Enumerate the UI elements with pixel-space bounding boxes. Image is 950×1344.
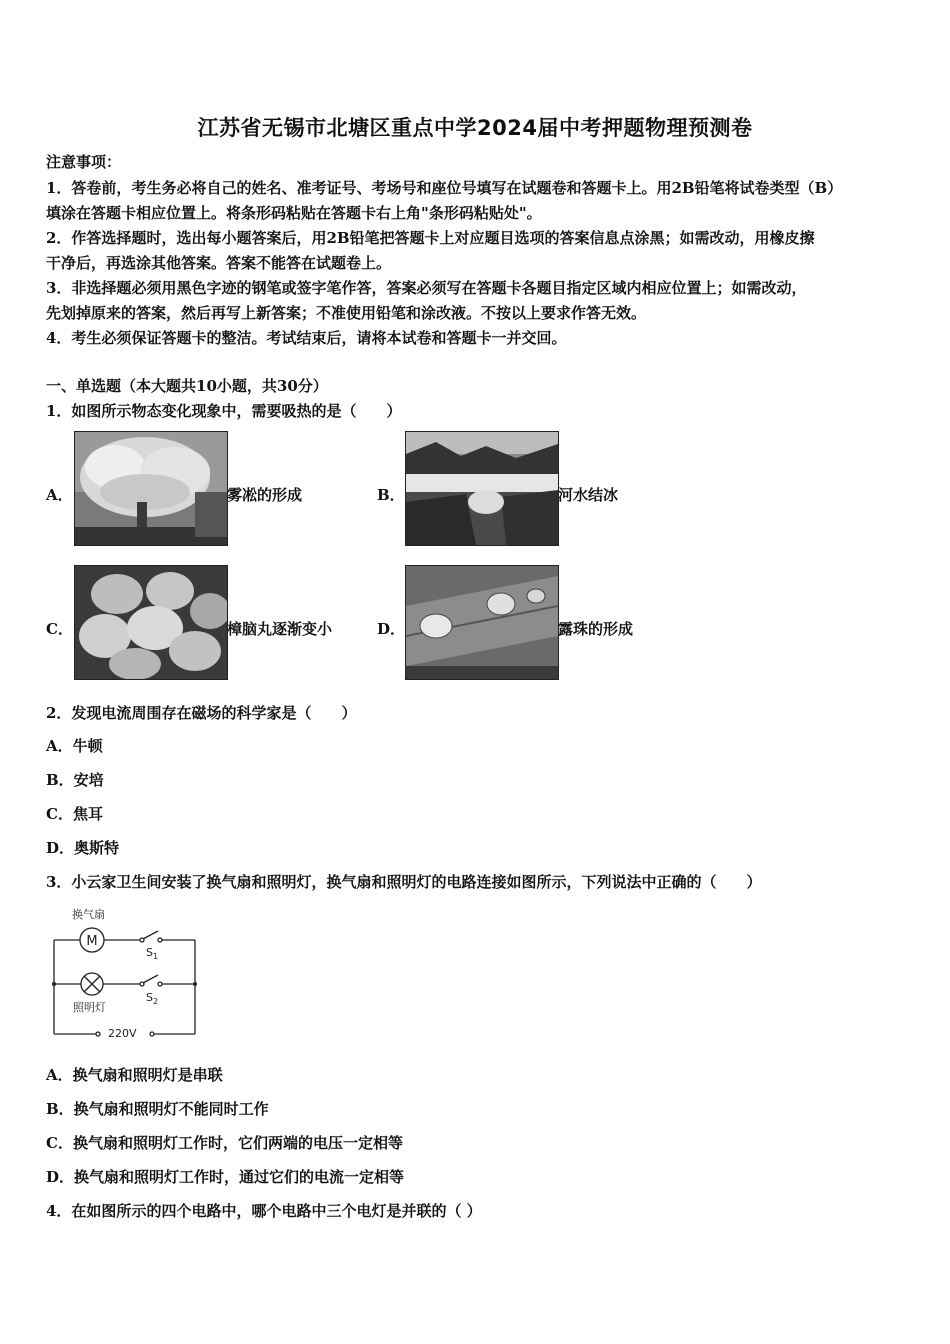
notice-line: 2．作答选择题时，选出每小题答案后，用2B铅笔把答题卡上对应题目选项的答案信息点涂黑；如需改动，用橡皮擦: [46, 229, 815, 247]
voltage-label: 220V: [108, 1027, 137, 1040]
q2-option-d: D．奥斯特: [46, 839, 120, 857]
frozen-river-photo: [405, 431, 559, 546]
q1-option-d-letter: D．: [377, 620, 406, 638]
svg-text:S1: [146, 946, 158, 961]
notice-line: 4．考生必须保证答题卡的整洁。考试结束后，请将本试卷和答题卡一并交回。: [46, 329, 567, 347]
q3-option-c: C．换气扇和照明灯工作时，它们两端的电压一定相等: [46, 1134, 403, 1152]
notice-line: 3．非选择题必须用黑色字迹的钢笔或签字笔作答，答案必须写在答题卡各题目指定区域内相应位置上；如需改动，: [46, 279, 807, 297]
notice-heading: 注意事项：: [46, 153, 122, 171]
section-heading: 一、单选题（本大题共10小题，共30分）: [46, 377, 328, 395]
q1-option-b-caption: 河水结冰: [558, 486, 619, 504]
notice-line: 1．答卷前，考生务必将自己的姓名、准考证号、考场号和座位号填写在试题卷和答题卡上。用2B铅笔将试卷类型（B）: [46, 179, 843, 197]
switch-s2-label: S: [146, 991, 153, 1004]
mothballs-photo: [74, 565, 228, 680]
q1-option-b-letter: B．: [377, 486, 405, 504]
page-title: 江苏省无锡市北塘区重点中学2024届中考押题物理预测卷: [197, 116, 753, 140]
question-3-stem: 3．小云家卫生间安装了换气扇和照明灯，换气扇和照明灯的电路连接如图所示，下列说法中正确的（ ）: [46, 873, 762, 891]
switch-s2-subscript: 2: [152, 997, 159, 1006]
q1-option-d-caption: 露珠的形成: [558, 620, 634, 638]
q2-option-c: C．焦耳: [46, 805, 103, 823]
notice-line: 先划掉原来的答案，然后再写上新答案；不准使用铅笔和涂改液。不按以上要求作答无效。: [46, 304, 647, 322]
q1-option-c-letter: C．: [46, 620, 73, 638]
switch-s1-subscript: 1: [152, 952, 159, 961]
svg-text:S2: [146, 991, 158, 1006]
q1-option-a-letter: A．: [46, 486, 73, 504]
fan-lamp-circuit-diagram: [40, 900, 210, 1045]
dew-drops-photo: [405, 565, 559, 680]
q1-option-c-caption: 樟脑丸逐渐变小: [227, 620, 333, 638]
fan-label: 换气扇: [72, 908, 105, 921]
question-4-stem: 4．在如图所示的四个电路中，哪个电路中三个电灯是并联的（ ）: [46, 1202, 482, 1220]
q1-option-a-caption: 雾凇的形成: [227, 486, 303, 504]
q3-option-b: B．换气扇和照明灯不能同时工作: [46, 1100, 269, 1118]
q2-option-a: A．牛顿: [46, 737, 103, 755]
notice-line: 填涂在答题卡相应位置上。将条形码粘贴在答题卡右上角"条形码粘贴处"。: [46, 204, 542, 222]
q3-option-d: D．换气扇和照明灯工作时，通过它们的电流一定相等: [46, 1168, 405, 1186]
q2-option-b: B．安培: [46, 771, 104, 789]
question-2-stem: 2．发现电流周围存在磁场的科学家是（ ）: [46, 704, 357, 722]
motor-symbol: M: [86, 934, 98, 949]
lamp-label: 照明灯: [73, 1001, 106, 1014]
q3-option-a: A．换气扇和照明灯是串联: [46, 1066, 223, 1084]
switch-s1-label: S: [146, 946, 153, 959]
notice-line: 干净后，再选涂其他答案。答案不能答在试题卷上。: [46, 254, 392, 272]
rime-frost-photo: [74, 431, 228, 546]
question-1-stem: 1．如图所示物态变化现象中，需要吸热的是（ ）: [46, 402, 402, 420]
